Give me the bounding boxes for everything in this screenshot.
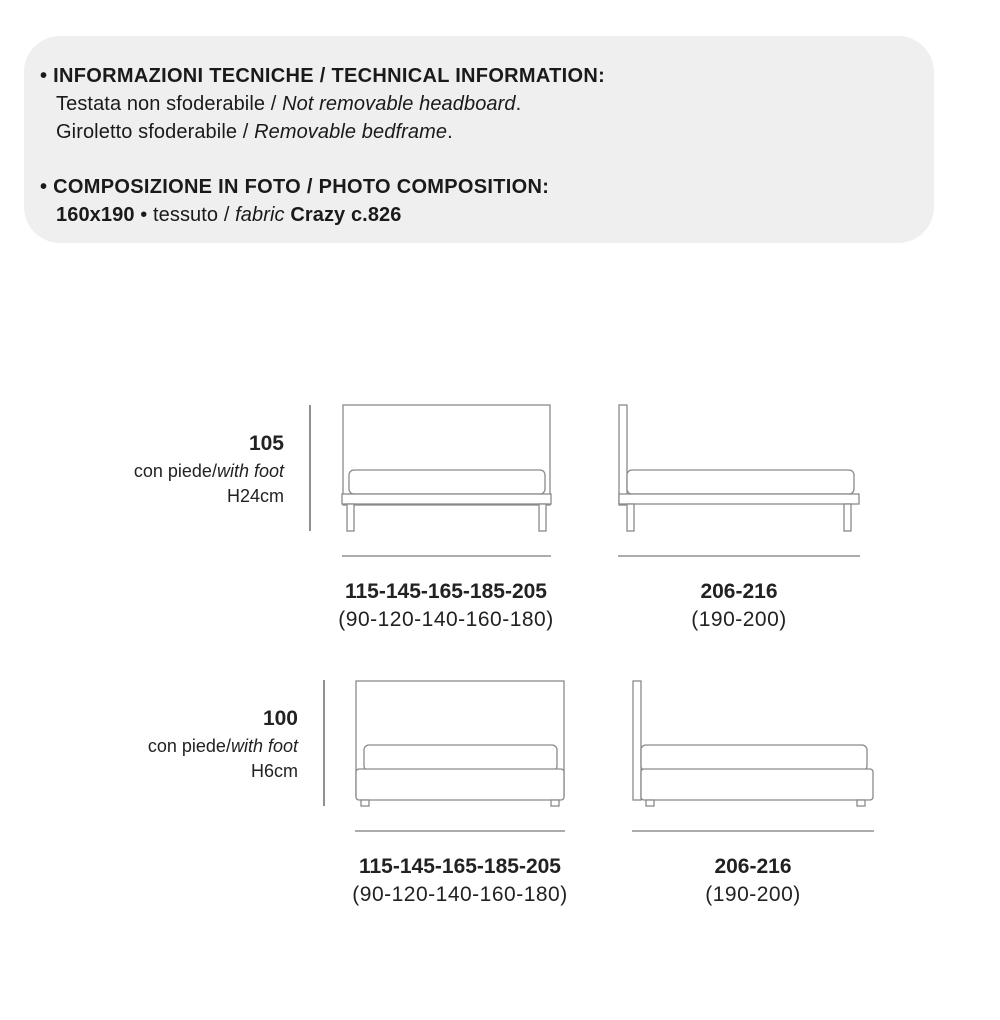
mattress-side-outline bbox=[641, 745, 867, 771]
mattress-length: (190-200) bbox=[691, 608, 787, 631]
outer-width: 115-145-165-185-205 bbox=[344, 580, 547, 603]
mattress-width: (90-120-140-160-180) bbox=[338, 608, 554, 631]
leg-outline bbox=[844, 504, 851, 531]
bedframe-outline bbox=[342, 494, 551, 504]
foot-height: H24cm bbox=[226, 486, 284, 506]
headboard-note-en: Not removable headboard bbox=[282, 93, 516, 115]
foot-height: H6cm bbox=[250, 761, 298, 781]
composition-size: 160x190 bbox=[56, 204, 135, 226]
bed-side-view-foot-h24 bbox=[618, 405, 860, 556]
bedframe-side-outline bbox=[641, 769, 873, 800]
foot-outline bbox=[646, 800, 654, 806]
height-value: 100 bbox=[262, 707, 298, 730]
foot-outline bbox=[857, 800, 865, 806]
outer-width: 115-145-165-185-205 bbox=[358, 855, 561, 878]
headboard-side-outline bbox=[619, 405, 627, 505]
foot-label bbox=[148, 734, 298, 759]
foot-label-it: con piede/ bbox=[147, 736, 231, 756]
length-measure-v2 bbox=[653, 853, 853, 909]
headboard-note-it: Testata non sfoderabile / bbox=[56, 93, 283, 115]
mattress-width: (90-120-140-160-180) bbox=[352, 883, 568, 906]
height-label-v1 bbox=[134, 429, 284, 509]
composition-separator: • tessuto / bbox=[134, 204, 236, 226]
foot-label-en: with foot bbox=[216, 461, 284, 481]
width-measure-v1 bbox=[296, 578, 596, 634]
height-label-v2 bbox=[148, 704, 298, 784]
bed-front-view-foot-h6 bbox=[324, 680, 565, 831]
mattress-length: (190-200) bbox=[705, 883, 801, 906]
width-measure-v2 bbox=[310, 853, 610, 909]
leg-outline bbox=[539, 504, 546, 531]
bedframe-note-period: . bbox=[447, 121, 453, 143]
height-value: 105 bbox=[248, 432, 284, 455]
length-measure-v1 bbox=[639, 578, 839, 634]
foot-label-en: with foot bbox=[230, 736, 298, 756]
foot-label bbox=[134, 459, 284, 484]
composition-heading: • COMPOSIZIONE IN FOTO / PHOTO COMPOSITION: bbox=[40, 176, 550, 198]
foot-outline bbox=[551, 800, 559, 806]
bedframe-side-outline bbox=[619, 494, 859, 504]
technical-info-heading: • INFORMAZIONI TECNICHE / TECHNICAL INFORMATION: bbox=[40, 65, 606, 87]
foot-outline bbox=[361, 800, 369, 806]
composition-fabric-en: fabric bbox=[235, 204, 285, 226]
bedframe-note-en: Removable bedframe bbox=[254, 121, 448, 143]
mattress-outline bbox=[364, 745, 557, 771]
outer-length: 206-216 bbox=[714, 855, 792, 878]
composition-fabric-name: Crazy c.826 bbox=[284, 204, 402, 226]
bed-front-view-foot-h24 bbox=[310, 405, 551, 556]
headboard-note-period: . bbox=[515, 93, 522, 115]
mattress-side-outline bbox=[627, 470, 854, 494]
leg-outline bbox=[627, 504, 634, 531]
outer-length: 206-216 bbox=[700, 580, 778, 603]
bedframe-note-it: Giroletto sfoderabile / bbox=[56, 121, 255, 143]
bed-side-view-foot-h6 bbox=[632, 681, 874, 831]
foot-label-it: con piede/ bbox=[133, 461, 217, 481]
leg-outline bbox=[347, 504, 354, 531]
headboard-side-outline bbox=[633, 681, 641, 800]
bedframe-outline bbox=[356, 769, 564, 800]
mattress-outline bbox=[349, 470, 545, 494]
